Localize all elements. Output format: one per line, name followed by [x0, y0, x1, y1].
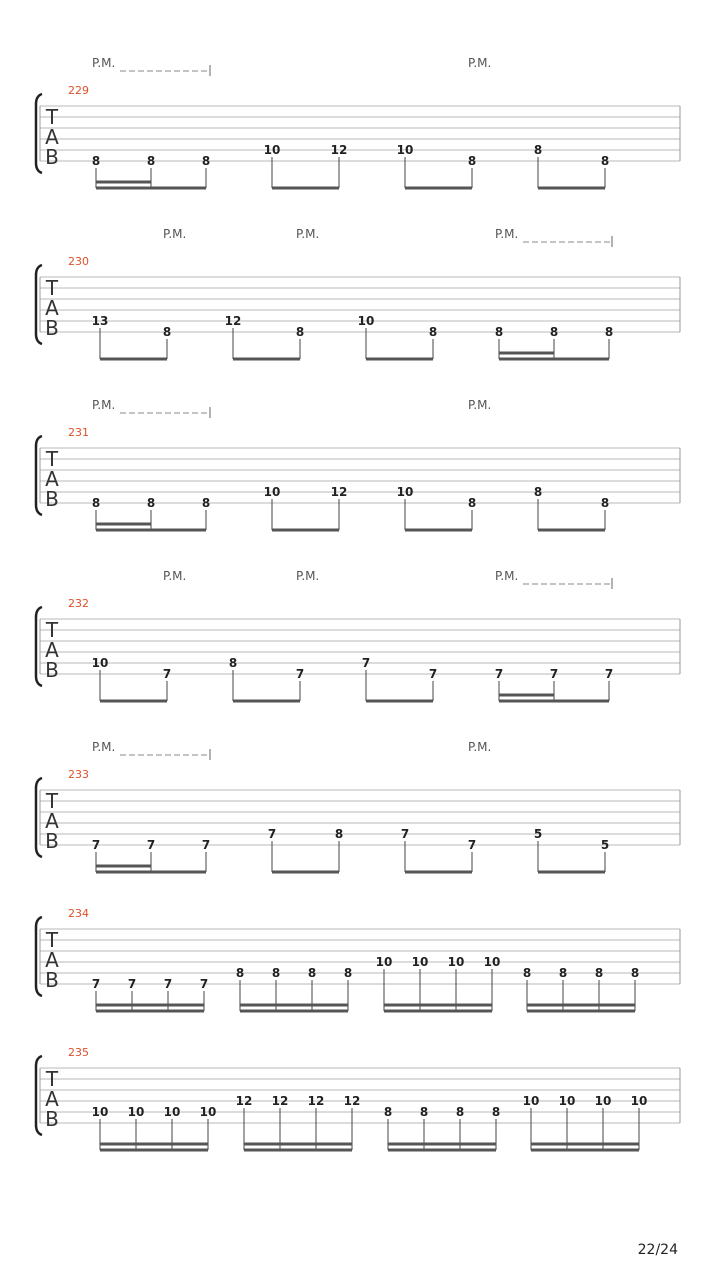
fret-number: 8	[419, 1105, 429, 1119]
fret-number: 7	[604, 667, 614, 681]
fret-number: 10	[522, 1094, 540, 1108]
tab-clef-letter: B	[45, 316, 59, 340]
fret-number: 5	[600, 838, 610, 852]
fret-number: 8	[533, 485, 543, 499]
palm-mute-marking: P.M.	[296, 569, 320, 583]
fret-number: 8	[522, 966, 532, 980]
fret-number: 13	[91, 314, 109, 328]
palm-mute-marking: P.M.	[468, 740, 492, 754]
fret-number: 8	[467, 154, 477, 168]
fret-number: 8	[494, 325, 504, 339]
palm-mute-marking: P.M.	[296, 227, 320, 241]
fret-number: 8	[467, 496, 477, 510]
fret-number: 10	[411, 955, 429, 969]
fret-number: 12	[271, 1094, 289, 1108]
fret-number: 7	[162, 667, 172, 681]
palm-mute-marking: P.M.	[163, 569, 187, 583]
measure-number: 235	[68, 1046, 89, 1059]
measure-number: 232	[68, 597, 89, 610]
tab-clef-letter: T	[45, 105, 59, 129]
fret-number: 12	[235, 1094, 253, 1108]
fret-number: 12	[224, 314, 242, 328]
fret-number: 7	[91, 977, 101, 991]
fret-number: 8	[533, 143, 543, 157]
fret-number: 10	[594, 1094, 612, 1108]
fret-number: 10	[357, 314, 375, 328]
palm-mute-marking: P.M.	[92, 398, 116, 412]
tab-clef-letter: A	[45, 296, 59, 320]
tab-clef-letter: B	[45, 658, 59, 682]
measure-number: 229	[68, 84, 89, 97]
fret-number: 8	[549, 325, 559, 339]
tab-clef-letter: B	[45, 829, 59, 853]
fret-number: 10	[91, 1105, 109, 1119]
fret-number: 8	[91, 496, 101, 510]
fret-number: 7	[361, 656, 371, 670]
page-number: 22/24	[637, 1242, 678, 1258]
fret-number: 10	[163, 1105, 181, 1119]
fret-number: 12	[330, 485, 348, 499]
fret-number: 8	[383, 1105, 393, 1119]
palm-mute-marking: P.M.	[495, 569, 519, 583]
fret-number: 12	[343, 1094, 361, 1108]
palm-mute-marking: P.M.	[163, 227, 187, 241]
fret-number: 7	[146, 838, 156, 852]
fret-number: 8	[455, 1105, 465, 1119]
fret-number: 7	[467, 838, 477, 852]
palm-mute-marking: P.M.	[495, 227, 519, 241]
fret-number: 8	[604, 325, 614, 339]
fret-number: 10	[127, 1105, 145, 1119]
fret-number: 10	[263, 143, 281, 157]
tab-clef-letter: B	[45, 1107, 59, 1131]
palm-mute-marking: P.M.	[92, 740, 116, 754]
fret-number: 8	[630, 966, 640, 980]
fret-number: 8	[307, 966, 317, 980]
tab-clef-letter: B	[45, 968, 59, 992]
fret-number: 12	[330, 143, 348, 157]
fret-number: 8	[295, 325, 305, 339]
fret-number: 7	[428, 667, 438, 681]
fret-number: 8	[235, 966, 245, 980]
fret-number: 10	[199, 1105, 217, 1119]
fret-number: 8	[491, 1105, 501, 1119]
tab-clef-letter: T	[45, 1067, 59, 1091]
measure-number: 231	[68, 426, 89, 439]
fret-number: 7	[201, 838, 211, 852]
fret-number: 10	[630, 1094, 648, 1108]
fret-number: 8	[201, 496, 211, 510]
fret-number: 8	[162, 325, 172, 339]
fret-number: 8	[343, 966, 353, 980]
fret-number: 10	[447, 955, 465, 969]
fret-number: 8	[558, 966, 568, 980]
palm-mute-marking: P.M.	[468, 56, 492, 70]
fret-number: 10	[483, 955, 501, 969]
tab-clef-letter: T	[45, 928, 59, 952]
fret-number: 7	[400, 827, 410, 841]
fret-number: 5	[533, 827, 543, 841]
fret-number: 8	[91, 154, 101, 168]
measure-number: 230	[68, 255, 89, 268]
tab-clef-letter: B	[45, 145, 59, 169]
fret-number: 12	[307, 1094, 325, 1108]
fret-number: 7	[199, 977, 209, 991]
fret-number: 8	[201, 154, 211, 168]
tab-clef-letter: A	[45, 948, 59, 972]
fret-number: 7	[91, 838, 101, 852]
fret-number: 10	[558, 1094, 576, 1108]
fret-number: 7	[295, 667, 305, 681]
tab-clef-letter: A	[45, 809, 59, 833]
tab-clef-letter: A	[45, 467, 59, 491]
fret-number: 10	[375, 955, 393, 969]
fret-number: 10	[396, 143, 414, 157]
tab-clef-letter: A	[45, 125, 59, 149]
fret-number: 8	[594, 966, 604, 980]
fret-number: 8	[334, 827, 344, 841]
tab-clef-letter: T	[45, 618, 59, 642]
tab-clef-letter: T	[45, 789, 59, 813]
tab-clef-letter: T	[45, 447, 59, 471]
fret-number: 7	[163, 977, 173, 991]
tab-clef-letter: A	[45, 638, 59, 662]
fret-number: 8	[600, 496, 610, 510]
fret-number: 8	[146, 496, 156, 510]
fret-number: 8	[146, 154, 156, 168]
fret-number: 7	[494, 667, 504, 681]
fret-number: 7	[127, 977, 137, 991]
fret-number: 8	[428, 325, 438, 339]
tab-clef-letter: B	[45, 487, 59, 511]
fret-number: 10	[263, 485, 281, 499]
palm-mute-marking: P.M.	[468, 398, 492, 412]
measure-number: 233	[68, 768, 89, 781]
tab-clef-letter: T	[45, 276, 59, 300]
palm-mute-marking: P.M.	[92, 56, 116, 70]
tab-clef-letter: A	[45, 1087, 59, 1111]
fret-number: 8	[271, 966, 281, 980]
fret-number: 10	[91, 656, 109, 670]
fret-number: 8	[228, 656, 238, 670]
fret-number: 10	[396, 485, 414, 499]
fret-number: 8	[600, 154, 610, 168]
fret-number: 7	[549, 667, 559, 681]
measure-number: 234	[68, 907, 89, 920]
fret-number: 7	[267, 827, 277, 841]
